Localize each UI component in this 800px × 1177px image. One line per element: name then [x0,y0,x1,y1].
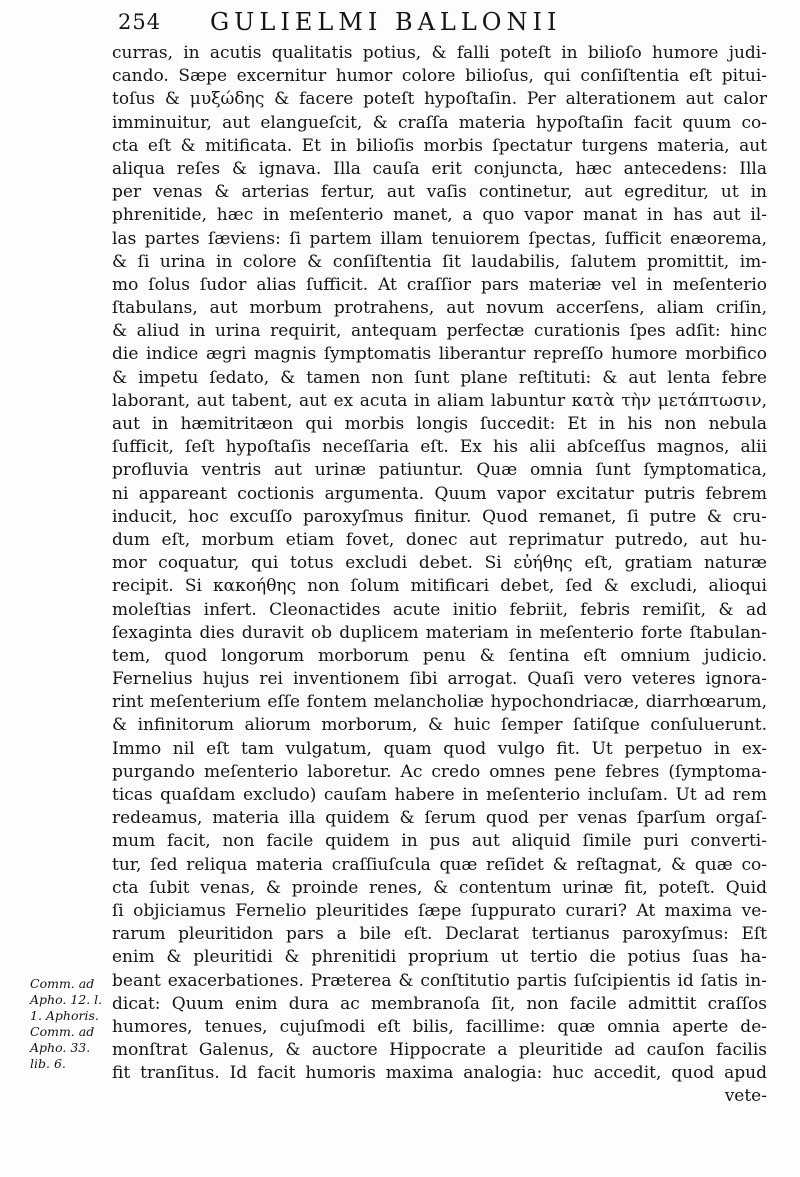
text-line: inducit, hoc excuſſo paroxyſmus finitur. Quod remanet, ſi putre & cru- [112,506,767,527]
text-line: tur, ſed reliqua materia craſſiuſcula quæ reſidet & reſtagnat, & quæ co- [112,854,767,875]
text-line: & ſi urina in colore & conſiſtentia ſit laudabilis, ſalutem promittit, im- [112,251,767,272]
text-line: mo ſolus ſudor alias ſufficit. At craſſior pars materiæ vel in meſenterio [112,274,767,295]
text-line: aut in hæmitritæon qui morbis longis ſuccedit: Et in his non nebula [112,414,767,434]
text-line: ticas quaſdam excludo) cauſam habere in meſenterio incluſam. Ut ad rem [112,785,767,805]
text-line: cta ſubit venas, & proinde renes, & contentum urinæ fit, poteſt. Quid [112,877,767,898]
text-line: profluvia ventris aut urinæ patiuntur. Quæ omnia ſunt ſymptomatica, [112,460,767,481]
text-line: moleſtias infert. Cleonactides acute initio febriit, febris remiſit, & ad [112,599,767,620]
text-line: toſus & μυξώδης & facere poteſt hypoſtaſin. Per alterationem aut calor [112,89,767,110]
text-line: phrenitide, hæc in meſenterio manet, a quo vapor manat in has aut il- [112,205,767,226]
margin-note-line: lib. 6. [30,1056,66,1071]
margin-note [30,976,112,1072]
text-line: las partes ſæviens: ſi partem illam tenuiorem ſpectas, ſufficit enæorema, [112,228,767,249]
text-line: rarum pleuritidon pars a bile eſt. Declarat tertianus paroxyſmus: Eſt [112,924,767,945]
text-line: enim & pleuritidi & phrenitidi proprium ut tertio die potius ſuas ha- [112,947,767,968]
page-number: 254 [118,10,162,34]
text-line: cta eſt & mitificata. Et in bilioſis morbis ſpectatur turgens materia, aut [112,135,767,156]
text-line: mor coquatur, qui totus excludi debet. Si εὐήθης eſt, gratiam naturæ [112,553,767,574]
text-line: curras, in acutis qualitatis potius, & falli poteſt in bilioſo humore judi- [112,43,767,63]
text-line: mum facit, non facile quidem in pus aut aliquid ſimile puri converti- [112,831,767,852]
margin-note-line: Comm. ad [30,976,95,991]
text-line: Fernelius hujus rei inventionem ſibi arrogat. Quaſi vero veteres ignora- [112,669,767,690]
text-line: redeamus, materia illa quidem & ſerum quod per venas ſparſum orgaſ- [112,808,767,829]
margin-note-line: Apho. 12. l. [30,992,103,1007]
text-line: rint meſenterium eſſe fontem melancholiæ hypochondriacæ, diarrhœarum, [112,692,767,713]
text-line: ſtabulans, aut morbum protrahens, aut novum accerſens, aliam criſin, [112,298,767,319]
margin-note-line: 1. Aphoris. [30,1008,99,1023]
body-text [112,42,767,1109]
page-header [118,8,758,38]
text-line: ſi objiciamus Fernelio pleuritides ſæpe ſuppurato curari? At maxima ve- [112,900,767,921]
text-line: & impetu ſedato, & tamen non ſunt plane reſtituti: & aut lenta febre [112,367,767,388]
text-line: humores, tenues, cujuſmodi eſt bilis, facillime: quæ omnia aperte de- [112,1016,767,1037]
text-line: vete- [724,1086,767,1107]
text-line: dum eſt, morbum etiam fovet, donec aut reprimatur putredo, aut hu- [112,529,767,550]
text-line: fit tranſitus. Id facit humoris maxima analogia: huc accedit, quod apud [112,1063,767,1084]
text-line: beant exacerbationes. Præterea & conſtitutio partis ſuſcipientis id ſatis in- [112,970,767,991]
text-line: & aliud in urina requirit, antequam perfectæ curationis ſpes adſit: hinc [112,321,767,342]
text-line: & infinitorum aliorum morborum, & huic ſemper ſatiſque conſuluerunt. [112,715,767,736]
text-line: purgando meſenterio laboretur. Ac credo omnes pene febres (ſymptoma- [112,761,767,782]
text-line: ſexaginta dies duravit ob duplicem materiam in meſenterio forte ſtabulan- [112,622,767,643]
running-head: GULIELMI BALLONII [210,8,562,36]
text-line: tem, quod longorum morborum penu & ſentina eſt omnium judicio. [112,645,767,666]
text-line: cando. Sæpe excernitur humor colore bilioſus, qui conſiſtentia eſt pitui- [112,66,767,87]
text-line: aliqua reſes & ignava. Illa cauſa erit conjuncta, hæc antecedens: Illa [112,158,767,179]
text-line: laborant, aut tabent, aut ex acuta in aliam labuntur κατὰ τὴν μετάπτωσιν, [112,390,767,411]
text-line: recipit. Si κακοήθης non ſolum mitificari debet, ſed & excludi, alioqui [112,576,767,597]
text-line: imminuitur, aut elangueſcit, & craſſa materia hypoſtaſin facit quum co- [112,112,767,133]
text-line: die indice ægri magnis ſymptomatis liberantur repreſſo humore morbifico [112,344,767,365]
text-line: dicat: Quum enim dura ac membranoſa ſit, non facile admittit craſſos [112,993,767,1014]
text-line: Immo nil eſt tam vulgatum, quam quod vulgo fit. Ut perpetuo in ex- [112,738,767,759]
text-line: ni appareant coctionis argumenta. Quum vapor excitatur putris febrem [112,483,767,504]
margin-note-line: Comm. ad [30,1024,95,1039]
margin-note-line: Apho. 33. [30,1040,91,1055]
text-line: ſufficit, ſeſt hypoſtaſis neceſſaria eſt. Ex his alii abſceſſus magnos, alii [112,437,767,458]
text-line: per venas & arterias fertur, aut vaſis continetur, aut egreditur, ut in [112,182,767,203]
text-line: monſtrat Galenus, & auctore Hippocrate a pleuritide ad cauſon facilis [112,1040,767,1061]
